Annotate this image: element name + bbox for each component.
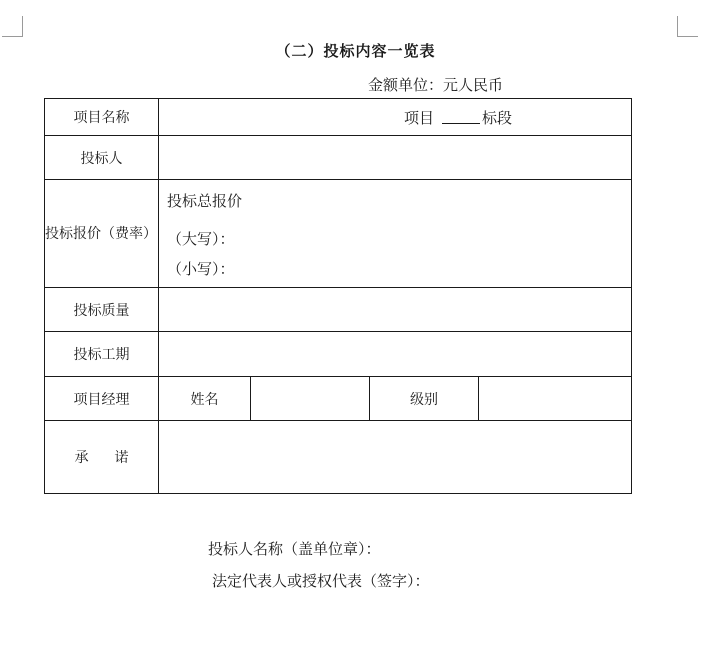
bid-price-cell[interactable] bbox=[159, 180, 632, 288]
project-name-label: 项目名称 bbox=[45, 99, 159, 136]
project-suffix: 标段 bbox=[482, 108, 513, 127]
page-corner-mark-left bbox=[2, 16, 23, 37]
price-lowercase-label: （小写）： bbox=[167, 260, 235, 278]
quality-label: 投标质量 bbox=[45, 288, 159, 332]
quality-value-cell[interactable] bbox=[159, 288, 632, 332]
total-price-label: 投标总报价 bbox=[167, 192, 243, 210]
project-manager-label: 项目经理 bbox=[45, 377, 159, 421]
project-prefix: 项目 bbox=[404, 108, 435, 127]
manager-name-value-cell[interactable] bbox=[251, 377, 370, 421]
bid-content-table bbox=[44, 98, 632, 494]
commitment-char-2: 诺 bbox=[114, 450, 129, 466]
row-project-manager bbox=[45, 377, 632, 421]
commitment-label bbox=[45, 421, 159, 494]
manager-level-label: 级别 bbox=[370, 377, 479, 421]
row-duration bbox=[45, 332, 632, 377]
row-project-name bbox=[45, 99, 632, 136]
price-uppercase-label: （大写）： bbox=[167, 230, 235, 248]
manager-name-label: 姓名 bbox=[159, 377, 251, 421]
bidder-label: 投标人 bbox=[45, 136, 159, 180]
page-corner-mark-right bbox=[677, 16, 698, 37]
bid-price-label: 投标报价（费率） bbox=[45, 180, 159, 288]
row-commitment bbox=[45, 421, 632, 494]
amount-unit-value: 元人民币 bbox=[443, 76, 504, 94]
representative-signature-line: 法定代表人或授权代表（签字）： bbox=[212, 572, 430, 590]
bidder-name-signature-line: 投标人名称（盖单位章）： bbox=[208, 540, 381, 558]
commitment-char-1: 承 bbox=[74, 450, 89, 466]
bidder-value-cell[interactable] bbox=[159, 136, 632, 180]
duration-label: 投标工期 bbox=[45, 332, 159, 377]
project-name-cell[interactable] bbox=[159, 99, 632, 136]
row-quality bbox=[45, 288, 632, 332]
commitment-value-cell[interactable] bbox=[159, 421, 632, 494]
manager-level-value-cell[interactable] bbox=[479, 377, 632, 421]
amount-unit-label: 金额单位： bbox=[368, 76, 444, 94]
project-blank-line[interactable] bbox=[442, 109, 480, 124]
amount-unit-line bbox=[368, 74, 503, 95]
document-title: （二）投标内容一览表 bbox=[275, 42, 436, 60]
row-bidder bbox=[45, 136, 632, 180]
row-bid-price bbox=[45, 180, 632, 288]
duration-value-cell[interactable] bbox=[159, 332, 632, 377]
